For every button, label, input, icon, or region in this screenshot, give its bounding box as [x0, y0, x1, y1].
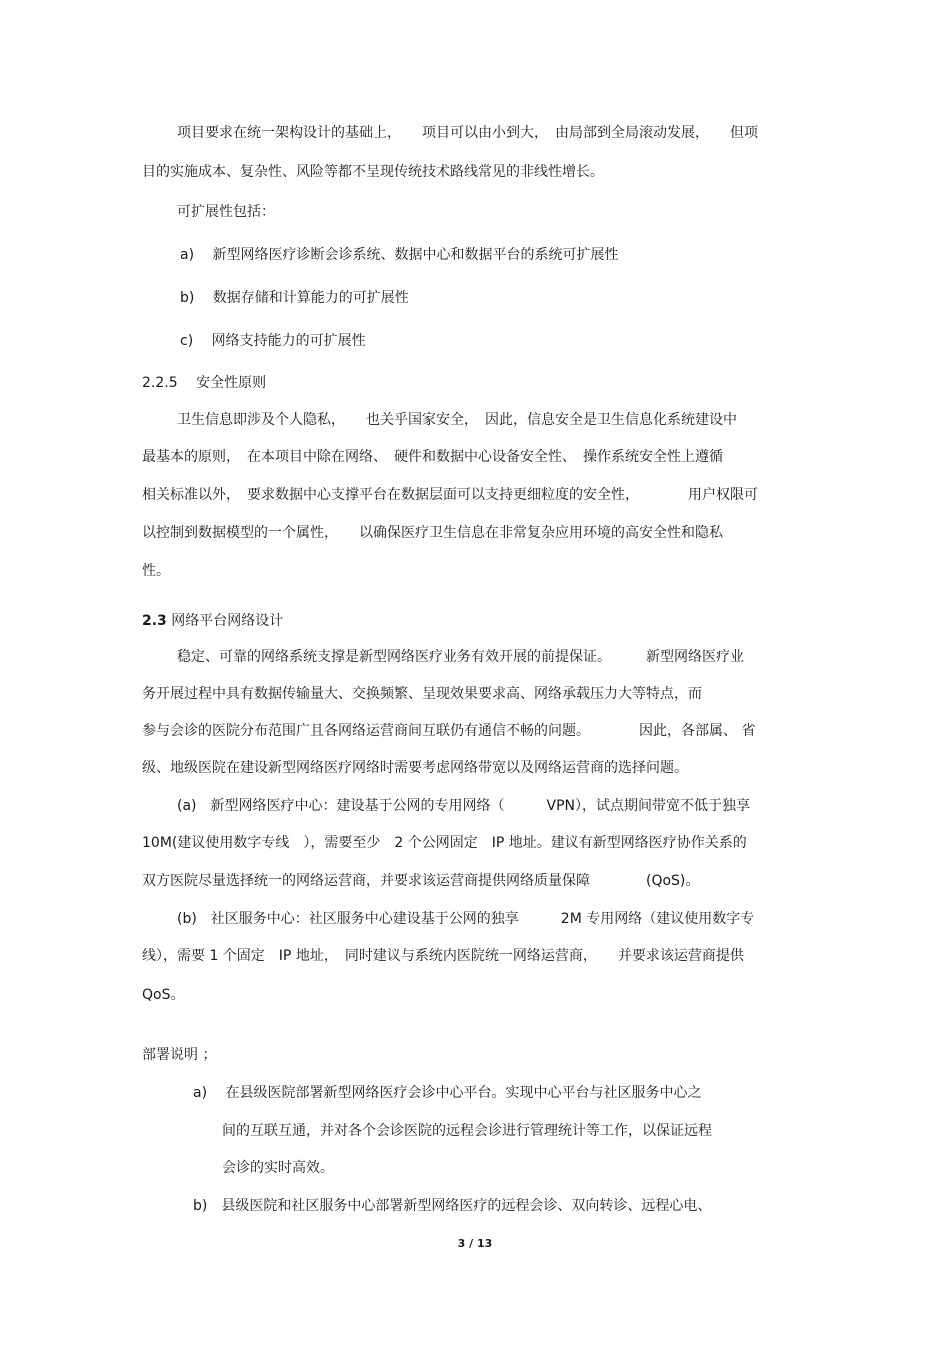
page-number: 3 / 13: [457, 1237, 493, 1250]
text-line: 务开展过程中具有数据传输量大、交换频繁、呈现效果要求高、网络承载压力大等特点，而: [142, 686, 702, 702]
list-item: a) 新型网络医疗诊断会诊系统、数据中心和数据平台的系统可扩展性: [180, 247, 619, 263]
section-heading: 2.2.5 安全性原则: [142, 375, 267, 391]
section-title: 网络平台网络设计: [166, 613, 284, 629]
text-line: 线），需要 1 个固定 IP 地址， 同时建议与系统内医院统一网络运营商， 并要求该运营商提供: [142, 948, 744, 964]
list-item: b) 县级医院和社区服务中心部署新型网络医疗的远程会诊、双向转诊、远程心电、: [193, 1198, 712, 1214]
text-line: 会诊的实时高效。: [222, 1160, 334, 1176]
text-line: (b) 社区服务中心：社区服务中心建设基于公网的独享 2M 专用网络（建议使用数字专: [177, 911, 755, 927]
text-line: 以控制到数据模型的一个属性， 以确保医疗卫生信息在非常复杂应用环境的高安全性和隐私: [142, 525, 723, 541]
text-line: 部署说明 ；: [142, 1047, 217, 1063]
text-line: 相关标准以外， 要求数据中心支撑平台在数据层面可以支持更细粒度的安全性， 用户权限可: [142, 487, 758, 503]
list-item: a) 在县级医院部署新型网络医疗会诊中心平台。实现中心平台与社区服务中心之: [193, 1085, 702, 1101]
text-line: 双方医院尽量选择统一的网络运营商，并要求该运营商提供网络质量保障 (QoS)。: [142, 873, 700, 889]
text-line: 项目要求在统一架构设计的基础上， 项目可以由小到大， 由局部到全局滚动发展， 但项: [177, 125, 758, 141]
text-line: 间的互联互通，并对各个会诊医院的远程会诊进行管理统计等工作，以保证远程: [222, 1123, 712, 1139]
text-line: 10M(建议使用数字专线 ），需要至少 2 个公网固定 IP 地址。建议有新型网络医疗协作关系的: [142, 835, 747, 851]
list-item: b) 数据存储和计算能力的可扩展性: [180, 290, 409, 306]
text-line: 稳定、可靠的网络系统支撑是新型网络医疗业务有效开展的前提保证。 新型网络医疗业: [177, 649, 744, 665]
text-line: 目的实施成本、复杂性、风险等都不呈现传统技术路线常见的非线性增长。: [142, 164, 604, 180]
section-heading: [142, 611, 283, 631]
text-line: 最基本的原则， 在本项目中除在网络、 硬件和数据中心设备安全性、 操作系统安全性上遵循: [142, 449, 723, 465]
text-line: 级、地级医院在建设新型网络医疗网络时需要考虑网络带宽以及网络运营商的选择问题。: [142, 760, 688, 776]
text-line: 性。: [142, 563, 170, 579]
list-item: c) 网络支持能力的可扩展性: [180, 333, 366, 349]
text-line: (a) 新型网络医疗中心：建设基于公网的专用网络（ VPN），试点期间带宽不低于独享: [177, 798, 750, 814]
text-line: 参与会诊的医院分布范围广且各网络运营商间互联仍有通信不畅的问题。 因此，各部属、 省: [142, 723, 756, 739]
text-line: 可扩展性包括：: [177, 204, 275, 220]
text-line: QoS。: [142, 987, 185, 1003]
text-line: 卫生信息即涉及个人隐私， 也关乎国家安全， 因此，信息安全是卫生信息化系统建设中: [177, 412, 737, 428]
section-number: 2.3: [142, 613, 167, 629]
